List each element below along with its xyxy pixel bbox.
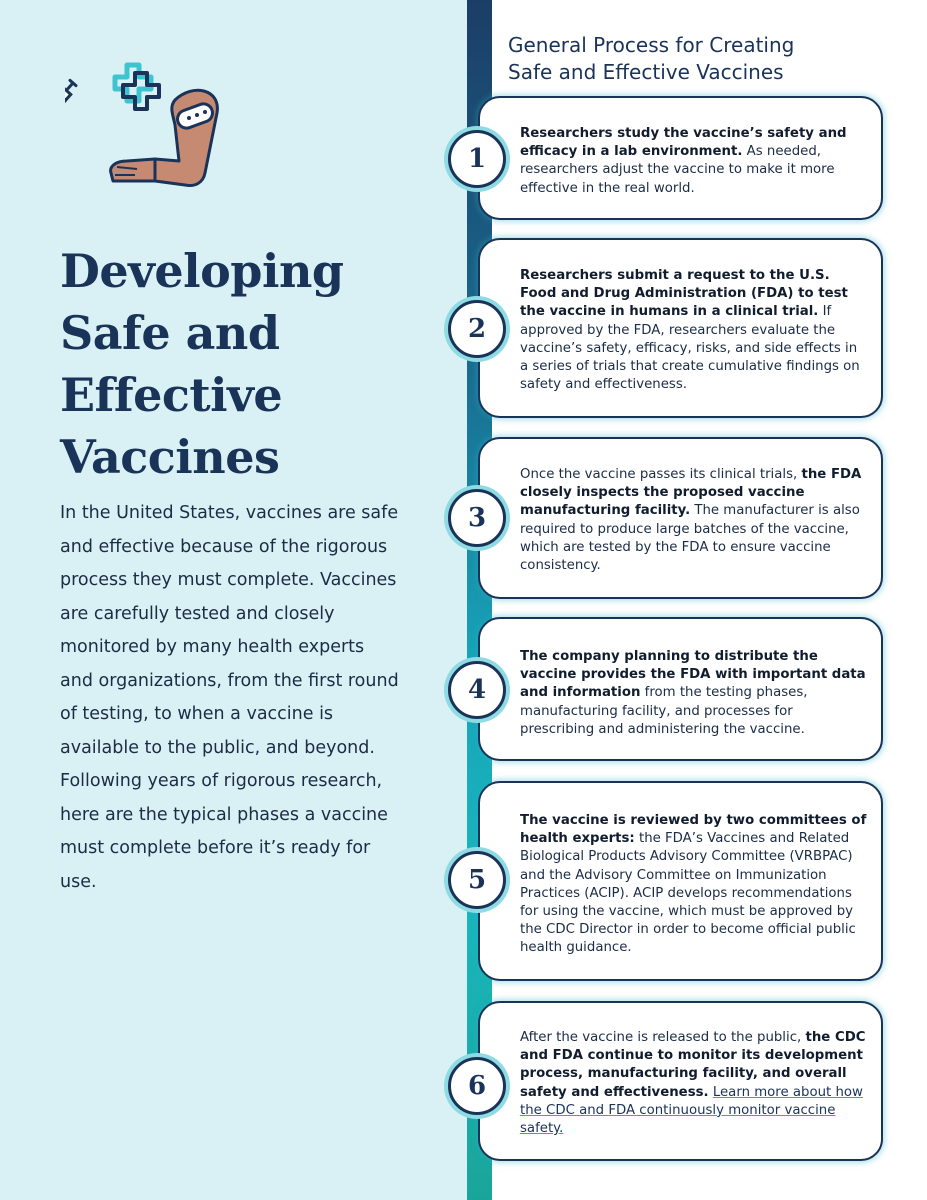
page-title-line: Developing bbox=[60, 244, 344, 298]
step-card-5 bbox=[478, 781, 883, 981]
step-number-4: 4 bbox=[448, 661, 506, 719]
page-title-line: Effective bbox=[60, 368, 283, 422]
step-text: Researchers study the vaccine’s safety and efficacy in a lab environment. As needed, researchers adjust the vaccine to make it more effective in the real world. bbox=[520, 126, 847, 196]
page-title-line: Safe and bbox=[60, 306, 280, 360]
step-number-5: 5 bbox=[448, 851, 506, 909]
step-number-3: 3 bbox=[448, 489, 506, 547]
page-title bbox=[60, 240, 344, 488]
process-title bbox=[508, 32, 794, 86]
step-number-6: 6 bbox=[448, 1057, 506, 1115]
step-card-3 bbox=[478, 437, 883, 599]
step-text: The vaccine is reviewed by two committees of health experts: the FDA’s Vaccines and Related Biological Products Advisory Committee (VRBPAC) and the Advisory Committee on Immunization Practices (ACIP). ACIP develops recommendations for using the vaccine, which must be approved by the CDC Director in order to become official public health guidance. bbox=[520, 813, 867, 956]
step-number-2: 2 bbox=[448, 300, 506, 358]
step-text: After the vaccine is released to the public, the CDC and FDA continue to monitor its development process, manufacturing facility, and overall safety and effectiveness. Learn more about how the CDC and FDA continuously monitor vaccine safety. bbox=[520, 1030, 866, 1137]
bandaged-arm-icon bbox=[111, 90, 218, 185]
process-title-line: Safe and Effective Vaccines bbox=[508, 60, 784, 84]
step-card-2 bbox=[478, 238, 883, 418]
page-title-line: Vaccines bbox=[60, 430, 280, 484]
step-card-1 bbox=[478, 96, 883, 220]
step-text: Once the vaccine passes its clinical trials, the FDA closely inspects the proposed vaccine manufacturing facility. The manufacturer is also required to produce large batches of the vaccine, which are tested by the FDA to ensure vaccine consistency. bbox=[520, 467, 862, 574]
intro-paragraph: In the United States, vaccines are safe and effective because of the rigorous process they must complete. Vaccines are carefully tested and closely monitored by many health experts and organizations, from the first round of testing, to when a vaccine is available to the public, and beyond. Following years of rigorous research, here are the typical phases a vaccine must complete before it’s ready for use. bbox=[60, 503, 399, 892]
step-text: The company planning to distribute the vaccine provides the FDA with important data and information from the testing phases, manufacturing facility, and processes for prescribing and administering the vaccine. bbox=[520, 649, 866, 737]
step-card-6 bbox=[478, 1001, 883, 1161]
medical-cross-icon bbox=[115, 65, 159, 109]
step-card-4 bbox=[478, 617, 883, 761]
learn-more-link[interactable]: Learn more about how the CDC and FDA continuously monitor vaccine safety. bbox=[520, 1084, 863, 1137]
vaccine-illustration bbox=[65, 55, 245, 215]
syringe-icon bbox=[65, 78, 79, 141]
step-number-1: 1 bbox=[448, 130, 506, 188]
step-text: Researchers submit a request to the U.S. Food and Drug Administration (FDA) to test the vaccine in humans in a clinical trial. If approved by the FDA, researchers evaluate the vaccine’s safety, efficacy, risks, and side effects in a series of trials that create cumulative findings on safety and effectiveness. bbox=[520, 268, 860, 393]
process-title-line: General Process for Creating bbox=[508, 33, 795, 57]
